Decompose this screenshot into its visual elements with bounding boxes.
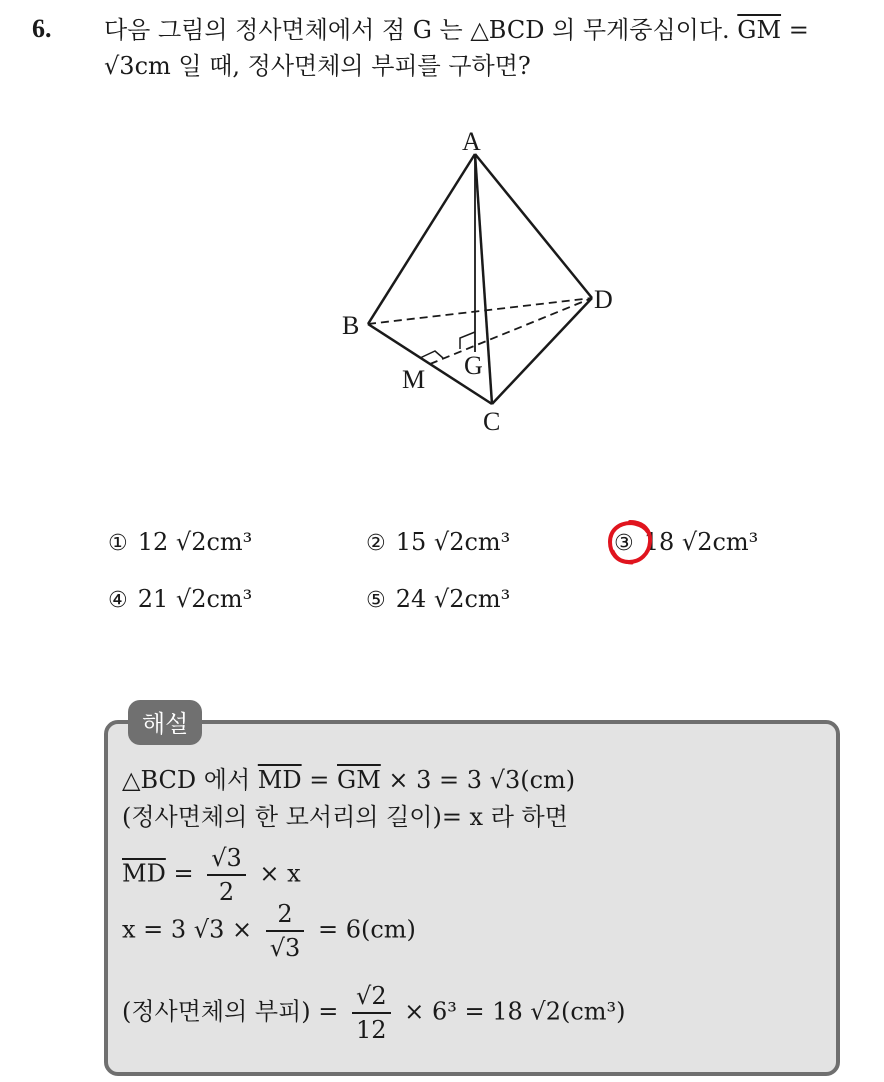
fraction-2-over-root3 xyxy=(266,898,305,964)
solution-line-4-rest: = 6(cm) xyxy=(317,915,416,944)
solution-line-1-prefix: △BCD 에서 xyxy=(122,766,251,794)
choice-1-mark: ① xyxy=(108,531,128,556)
label-b: B xyxy=(342,311,360,340)
solution-line-4-prefix: x = 3 √3 × xyxy=(122,915,253,944)
question-number: 6. xyxy=(32,14,52,43)
choice-4-mark: ④ xyxy=(108,588,128,613)
solution-line-5-rest: × 6³ = 18 √2(cm³) xyxy=(404,997,626,1026)
solution-tag: 해설 xyxy=(128,700,202,745)
solution-line-1-eq: = xyxy=(309,766,330,794)
edge-cd xyxy=(492,298,592,404)
solution-line-3-eq: = xyxy=(173,859,194,888)
choice-1-value: 12 √2cm³ xyxy=(137,528,253,556)
label-a: A xyxy=(462,127,481,156)
choice-5[interactable] xyxy=(366,585,510,613)
edge-ab xyxy=(368,154,475,324)
choice-1[interactable] xyxy=(108,528,252,556)
solution-line-5 xyxy=(122,980,626,1046)
root-three: √3 xyxy=(104,52,135,80)
fraction-denominator: √3 xyxy=(269,934,301,962)
solution-line-5-prefix: (정사면체의 부피) = xyxy=(122,997,339,1026)
question-text xyxy=(104,12,874,84)
equals-sign: = xyxy=(788,16,809,44)
label-c: C xyxy=(483,407,501,436)
choice-4-value: 21 √2cm³ xyxy=(137,585,253,613)
segment-gm-solution: $\overline{GM}$ xyxy=(337,766,381,794)
choice-4[interactable] xyxy=(108,585,252,613)
label-d: D xyxy=(594,285,613,314)
label-m: M xyxy=(402,365,426,394)
choice-2-value: 15 √2cm³ xyxy=(395,528,511,556)
label-g: G xyxy=(464,351,483,380)
solution-line-2: (정사면체의 한 모서리의 길이)= x 라 하면 xyxy=(122,803,568,831)
choice-2-mark: ② xyxy=(366,531,386,556)
segment-md: $\overline{MD}$ xyxy=(257,766,302,794)
fraction-root2-over-12 xyxy=(352,980,391,1046)
fraction-denominator: 2 xyxy=(218,878,235,906)
solution-line-1-rest: × 3 = 3 √3(cm) xyxy=(388,766,576,794)
solution-line-3-rest: × x xyxy=(259,859,301,888)
choice-5-mark: ⑤ xyxy=(366,588,386,613)
edge-bd-dashed xyxy=(368,298,592,324)
segment-md-line3: $\overline{MD}$ xyxy=(122,859,166,888)
solution-line-1 xyxy=(122,760,575,795)
fraction-numerator: √2 xyxy=(352,980,391,1014)
choice-2[interactable] xyxy=(366,528,510,556)
question-text-line2: cm 일 때, 정사면체의 부피를 구하면? xyxy=(134,52,531,80)
choice-3-value: 18 √2cm³ xyxy=(643,528,759,556)
right-angle-mark-m xyxy=(420,351,443,358)
fraction-numerator: 2 xyxy=(266,898,305,932)
solution-line-4 xyxy=(122,898,416,964)
segment-gm: $\overline{GM}$ xyxy=(737,16,782,44)
edge-ad xyxy=(475,154,592,298)
fraction-denominator: 12 xyxy=(356,1016,387,1044)
choice-3-mark: ③ xyxy=(614,531,634,556)
fraction-numerator: √3 xyxy=(207,842,246,876)
question-text-part1: 다음 그림의 정사면체에서 점 G 는 △BCD 의 무게중심이다. xyxy=(104,16,730,44)
choice-5-value: 24 √2cm³ xyxy=(395,585,511,613)
answer-circle-mark xyxy=(605,517,655,567)
tetrahedron-figure xyxy=(330,118,640,448)
